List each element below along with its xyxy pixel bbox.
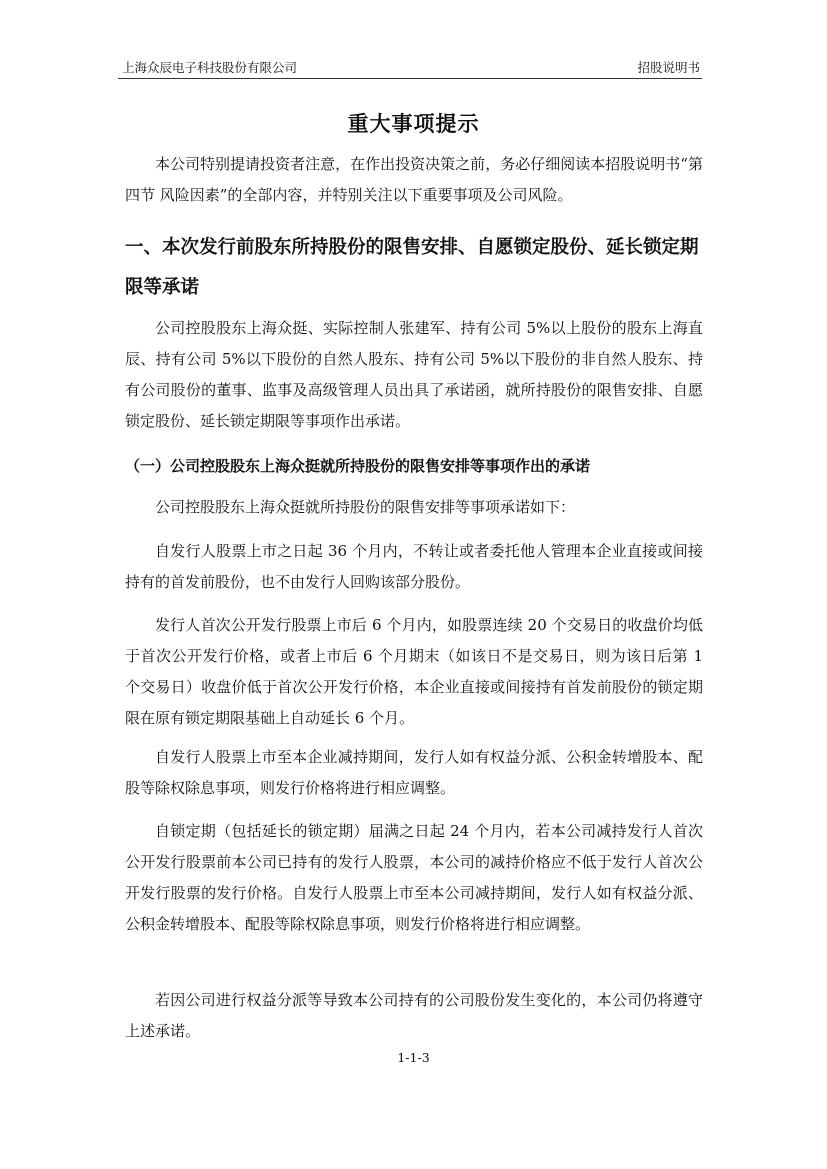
subsection-1-heading: （一）公司控股股东上海众挺就所持股份的限售安排等事项作出的承诺 bbox=[125, 457, 591, 475]
section-1-heading: 一、本次发行前股东所持股份的限售安排、自愿锁定股份、延长锁定期限等承诺 bbox=[125, 237, 699, 298]
section-1-paragraph: 公司控股股东上海众挺、实际控制人张建军、持有公司 5%以上股份的股东上海直辰、持有公司 5%以下股份的自然人股东、持有公司 5%以下股份的非自然人股东、持有公司股份的董事、监事及高级管理人员出具了承诺函，就所持股份的限售安排、自愿锁定股份、延长锁定期限等事项作出承诺。 bbox=[125, 319, 703, 430]
subsection-paragraph: 自发行人股票上市之日起 36 个月内，不转让或者委托他人管理本企业直接或间接持有的首发前股份，也不由发行人回购该部分股份。 bbox=[125, 542, 703, 591]
header-document-type: 招股说明书 bbox=[637, 60, 700, 75]
subsection-paragraph: 自锁定期（包括延长的锁定期）届满之日起 24 个月内，若本公司减持发行人首次公开发行股票前本公司已持有的发行人股票，本公司的减持价格应不低于发行人首次公开发行股票的发行价格。自发行人股票上市至本公司减持期间，发行人如有权益分派、公积金转增股本、配股等除权除息事项，则发行价格将进行相应调整。 bbox=[125, 822, 703, 933]
intro-paragraph: 本公司特别提请投资者注意，在作出投资决策之前，务必仔细阅读本招股说明书“第四节 风险因素”的全部内容，并特别关注以下重要事项及公司风险。 bbox=[125, 155, 703, 204]
subsection-paragraph: 公司控股股东上海众挺就所持股份的限售安排等事项承诺如下： bbox=[155, 498, 576, 516]
page-number: 1-1-3 bbox=[397, 1050, 430, 1065]
subsection-paragraph: 若因公司进行权益分派等导致本公司持有的公司股份发生变化的，本公司仍将遵守上述承诺。 bbox=[125, 991, 703, 1040]
subsection-paragraph: 自发行人股票上市至本企业减持期间，发行人如有权益分派、公积金转增股本、配股等除权除息事项，则发行价格将进行相应调整。 bbox=[125, 748, 703, 797]
page-header bbox=[122, 58, 700, 78]
header-divider bbox=[118, 78, 702, 79]
header-company-name: 上海众辰电子科技股份有限公司 bbox=[122, 60, 298, 75]
subsection-paragraph: 发行人首次公开发行股票上市后 6 个月内，如股票连续 20 个交易日的收盘价均低于首次公开发行价格，或者上市后 6 个月期末（如该日不是交易日，则为该日后第 1 个交易日）收盘价低于首次公开发行价格，本企业直接或间接持有首发前股份的锁定期限在原有锁定期限基础上自动延长 6 个月。 bbox=[125, 616, 703, 727]
page-title: 重大事项提示 bbox=[347, 112, 480, 136]
